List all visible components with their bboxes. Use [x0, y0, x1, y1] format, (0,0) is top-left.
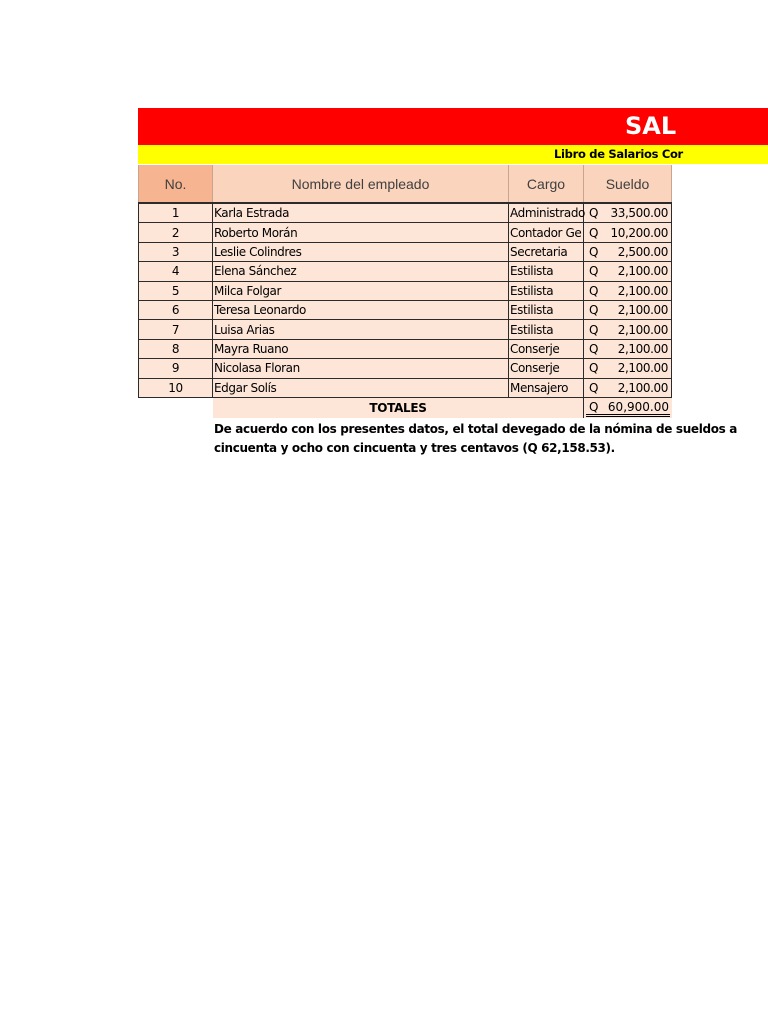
salary-amount: 2,100.00 — [617, 283, 668, 298]
cell-name[interactable]: Karla Estrada — [213, 204, 509, 222]
header-cargo: Cargo — [509, 165, 584, 203]
cell-cargo[interactable]: Estilista — [509, 320, 584, 338]
subtitle-bar — [138, 145, 768, 164]
currency-symbol: Q — [589, 225, 599, 240]
employee-table — [138, 204, 672, 398]
cell-sueldo[interactable] — [584, 359, 672, 377]
cell-sueldo[interactable] — [584, 262, 672, 280]
sheet-title: SAL — [625, 112, 677, 140]
currency-symbol: Q — [589, 264, 599, 279]
cell-cargo[interactable]: Conserje — [509, 340, 584, 358]
cell-cargo[interactable]: Estilista — [509, 262, 584, 280]
table-row — [138, 262, 672, 281]
summary-line-2: cincuenta y ocho con cincuenta y tres centavos (Q 62,158.53). — [214, 441, 615, 455]
salary-amount: 2,100.00 — [617, 322, 668, 337]
currency-symbol: Q — [589, 244, 599, 259]
cell-sueldo[interactable] — [584, 320, 672, 338]
currency-symbol: Q — [589, 361, 599, 376]
summary-line-1: De acuerdo con los presentes datos, el total devegado de la nómina de sueldos a — [214, 422, 737, 436]
table-row — [138, 282, 672, 301]
cell-sueldo[interactable] — [584, 282, 672, 300]
cell-name[interactable]: Elena Sánchez — [213, 262, 509, 280]
cell-name[interactable]: Leslie Colindres — [213, 243, 509, 261]
cell-name[interactable]: Mayra Ruano — [213, 340, 509, 358]
salary-amount: 2,500.00 — [617, 244, 668, 259]
cell-no[interactable]: 8 — [138, 340, 213, 358]
currency-symbol: Q — [589, 206, 599, 221]
salary-amount: 2,100.00 — [617, 361, 668, 376]
salary-amount: 2,100.00 — [617, 264, 668, 279]
cell-cargo[interactable]: Secretaria — [509, 243, 584, 261]
table-row — [138, 359, 672, 378]
cell-no[interactable]: 4 — [138, 262, 213, 280]
cell-no[interactable]: 2 — [138, 223, 213, 241]
currency-symbol: Q — [589, 283, 599, 298]
header-sueldo: Sueldo — [584, 165, 672, 203]
cell-cargo[interactable]: Conserje — [509, 359, 584, 377]
cell-no[interactable]: 9 — [138, 359, 213, 377]
table-row — [138, 340, 672, 359]
currency-symbol: Q — [589, 400, 599, 414]
cell-sueldo[interactable] — [584, 340, 672, 358]
salary-amount: 33,500.00 — [610, 206, 668, 221]
salary-amount: 2,100.00 — [617, 303, 668, 318]
currency-symbol: Q — [589, 322, 599, 337]
totals-row — [213, 398, 672, 418]
cell-name[interactable]: Teresa Leonardo — [213, 301, 509, 319]
cell-no[interactable]: 6 — [138, 301, 213, 319]
table-row — [138, 223, 672, 242]
cell-name[interactable]: Luisa Arias — [213, 320, 509, 338]
table-row — [138, 204, 672, 223]
cell-cargo[interactable]: Contador Ge — [509, 223, 584, 241]
cell-cargo[interactable]: Estilista — [509, 301, 584, 319]
currency-symbol: Q — [589, 380, 599, 395]
totals-label[interactable]: TOTALES — [213, 398, 584, 418]
salary-amount: 10,200.00 — [610, 225, 668, 240]
sheet-subtitle: Libro de Salarios Cor — [554, 147, 683, 161]
table-row — [138, 301, 672, 320]
cell-name[interactable]: Milca Folgar — [213, 282, 509, 300]
cell-sueldo[interactable] — [584, 243, 672, 261]
cell-name[interactable]: Edgar Solís — [213, 379, 509, 397]
cell-sueldo[interactable] — [584, 379, 672, 397]
cell-no[interactable]: 10 — [138, 379, 213, 397]
cell-sueldo[interactable] — [584, 223, 672, 241]
cell-sueldo[interactable] — [584, 204, 672, 222]
table-row — [138, 243, 672, 262]
summary-note[interactable] — [214, 420, 737, 458]
cell-name[interactable]: Roberto Morán — [213, 223, 509, 241]
cell-no[interactable]: 3 — [138, 243, 213, 261]
cell-no[interactable]: 5 — [138, 282, 213, 300]
cell-no[interactable]: 7 — [138, 320, 213, 338]
double-underline — [586, 414, 670, 417]
title-bar — [138, 108, 768, 145]
totals-amount-cell[interactable] — [584, 398, 672, 418]
header-no: No. — [138, 165, 213, 203]
header-name: Nombre del empleado — [213, 165, 509, 203]
cell-cargo[interactable]: Administrado — [509, 204, 584, 222]
salary-amount: 2,100.00 — [617, 380, 668, 395]
salary-amount: 2,100.00 — [617, 341, 668, 356]
cell-name[interactable]: Nicolasa Floran — [213, 359, 509, 377]
table-row — [138, 320, 672, 339]
table-row — [138, 379, 672, 398]
currency-symbol: Q — [589, 303, 599, 318]
cell-sueldo[interactable] — [584, 301, 672, 319]
currency-symbol: Q — [589, 341, 599, 356]
cell-cargo[interactable]: Estilista — [509, 282, 584, 300]
cell-no[interactable]: 1 — [138, 204, 213, 222]
cell-cargo[interactable]: Mensajero — [509, 379, 584, 397]
totals-amount: 60,900.00 — [607, 400, 669, 414]
